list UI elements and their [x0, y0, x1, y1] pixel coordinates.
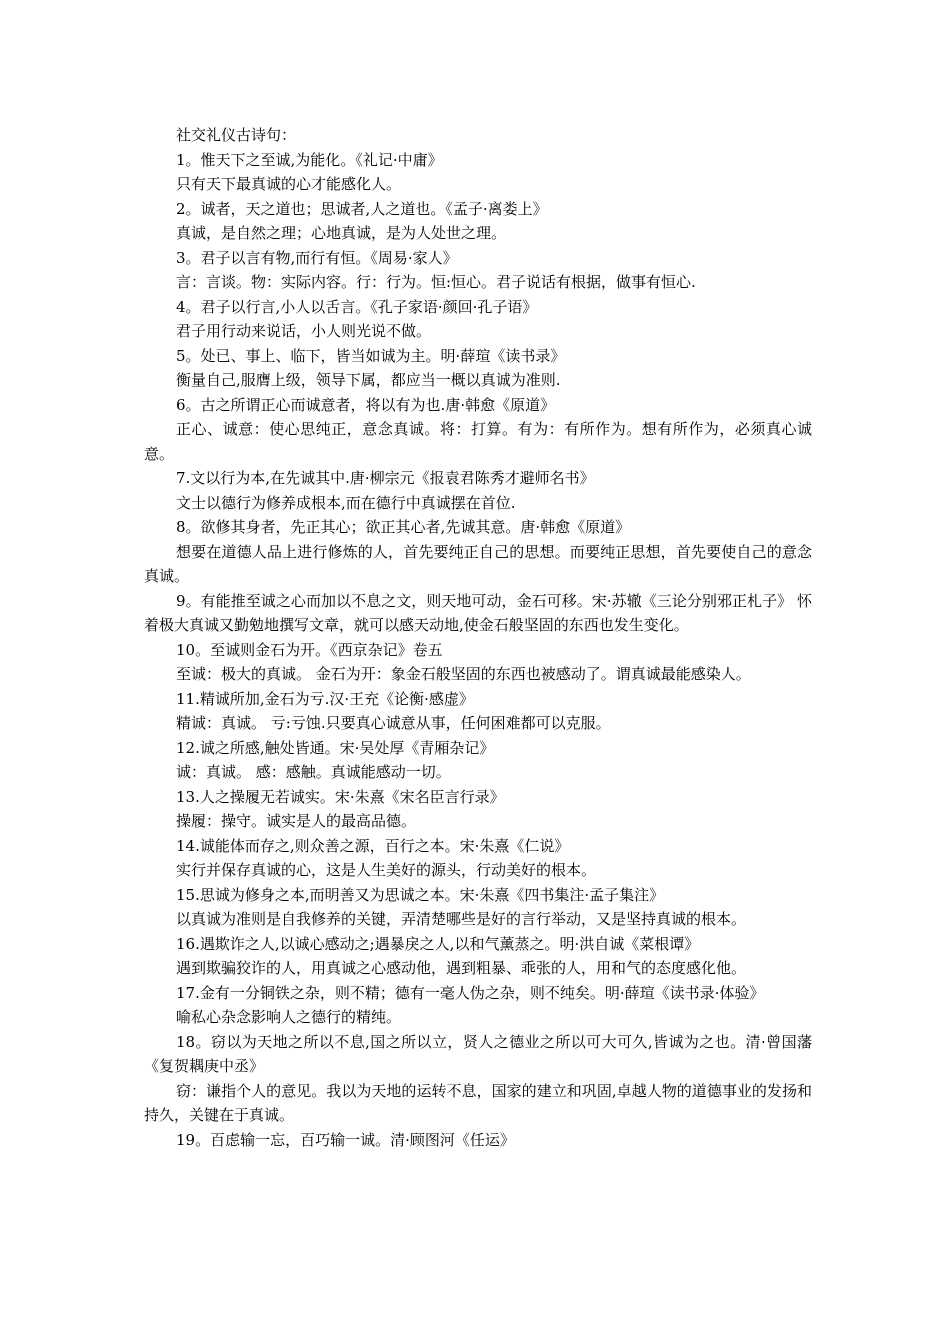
paragraph: 窃：谦指个人的意见。我以为天地的运转不息，国家的建立和巩固,卓越人物的道德事业的发扬和持久，关键在于真诚。 [144, 1081, 812, 1124]
paragraph: 8。欲修其身者，先正其心；欲正其心者,先诚其意。唐·韩愈《原道》 [176, 518, 631, 536]
paragraph: 真诚，是自然之理；心地真诚，是为人处世之理。 [176, 224, 507, 242]
paragraph: 衡量自己,服膺上级，领导下属，都应当一概以真诚为准则. [176, 371, 561, 389]
document-body [144, 123, 812, 1152]
paragraph: 遇到欺骗狡诈的人，用真诚之心感动他，遇到粗暴、乖张的人，用和气的态度感化他。 [176, 959, 747, 977]
paragraph: 9。有能推至诚之心而加以不息之文，则天地可动，金石可移。宋·苏辙《三论分别邪正札子》 怀着极大真诚又勤勉地撰写文章，就可以感天动地,使金石般坚固的东西也发生变化。 [144, 591, 812, 634]
paragraph: 12.诚之所感,触处皆通。宋·吴处厚《青厢杂记》 [176, 738, 495, 757]
paragraph: 17.金有一分铜铁之杂，则不精；德有一毫人伪之杂，则不纯矣。明·薛瑄《读书录·体验》 [176, 983, 765, 1002]
paragraph: 实行并保存真诚的心，这是人生美好的源头，行动美好的根本。 [176, 861, 597, 879]
paragraph: 15.思诚为修身之本,而明善又为思诚之本。宋·朱熹《四书集注·孟子集注》 [176, 885, 665, 904]
paragraph: 操履：操守。诚实是人的最高品德。 [176, 812, 417, 830]
paragraph: 7.文以行为本,在先诚其中.唐·柳宗元《报袁君陈秀才避师名书》 [176, 469, 595, 487]
paragraph: 14.诚能体而存之,则众善之源，百行之本。宋·朱熹《仁说》 [176, 836, 570, 855]
paragraph: 精诚：真诚。 亏:亏蚀.只要真心诚意从事，任何困难都可以克服。 [176, 714, 611, 732]
paragraph: 11.精诚所加,金石为亏.汉·王充《论衡·感虚》 [176, 689, 474, 708]
paragraph-title: 社交礼仪古诗句： [176, 126, 297, 144]
paragraph: 19。百虑输一忘，百巧输一诚。清·顾图河《任运》 [176, 1130, 515, 1149]
paragraph: 想要在道德人品上进行修炼的人，首先要纯正自己的思想。而要纯正思想，首先要使自己的意念真诚。 [144, 542, 812, 585]
paragraph: 13.人之操履无若诚实。宋·朱熹《宋名臣言行录》 [176, 787, 505, 806]
paragraph: 6。古之所谓正心而诚意者，将以有为也.唐·韩愈《原道》 [176, 395, 556, 414]
paragraph: 喻私心杂念影响人之德行的精纯。 [176, 1008, 402, 1026]
paragraph: 至诚：极大的真诚。 金石为开：象金石般坚固的东西也被感动了。谓真诚最能感染人。 [176, 665, 751, 683]
paragraph: 5。处已、事上、临下，皆当如诚为主。明·薛瑄《读书录》 [176, 346, 566, 365]
paragraph: 18。窃以为天地之所以不息,国之所以立，贤人之德业之所以可大可久,皆诚为之也。清·曾国藩《复贺耦庚中丞》 [144, 1032, 812, 1075]
paragraph: 3。君子以言有物,而行有恒。《周易·家人》 [176, 248, 458, 267]
paragraph: 诚：真诚。 感：感触。真诚能感动一切。 [176, 763, 451, 781]
paragraph: 以真诚为准则是自我修养的关键，弄清楚哪些是好的言行举动，又是坚持真诚的根本。 [176, 910, 747, 928]
paragraph: 文士以德行为修养成根本,而在德行中真诚摆在首位. [176, 493, 516, 512]
paragraph: 正心、诚意：使心思纯正，意念真诚。将：打算。有为：有所作为。想有所作为，必须真心诚意。 [144, 420, 812, 463]
paragraph: 1。惟天下之至诚,为能化。《礼记·中庸》 [176, 150, 443, 169]
paragraph: 君子用行动来说话，小人则光说不做。 [176, 322, 432, 340]
paragraph: 16.遇欺诈之人,以诚心感动之;遇暴戾之人,以和气薰蒸之。明·洪自诚《菜根谭》 [176, 934, 700, 953]
paragraph: 2。诚者，天之道也；思诚者,人之道也。《孟子·离娄上》 [176, 199, 548, 218]
paragraph: 10。至诚则金石为开。《西京杂记》卷五 [176, 640, 443, 659]
paragraph: 只有天下最真诚的心才能感化人。 [176, 175, 402, 193]
paragraph: 言：言谈。物：实际内容。行：行为。恒:恒心。君子说话有根据，做事有恒心. [176, 273, 696, 291]
paragraph: 4。君子以行言,小人以舌言。《孔子家语·颜回·孔子语》 [176, 297, 538, 316]
